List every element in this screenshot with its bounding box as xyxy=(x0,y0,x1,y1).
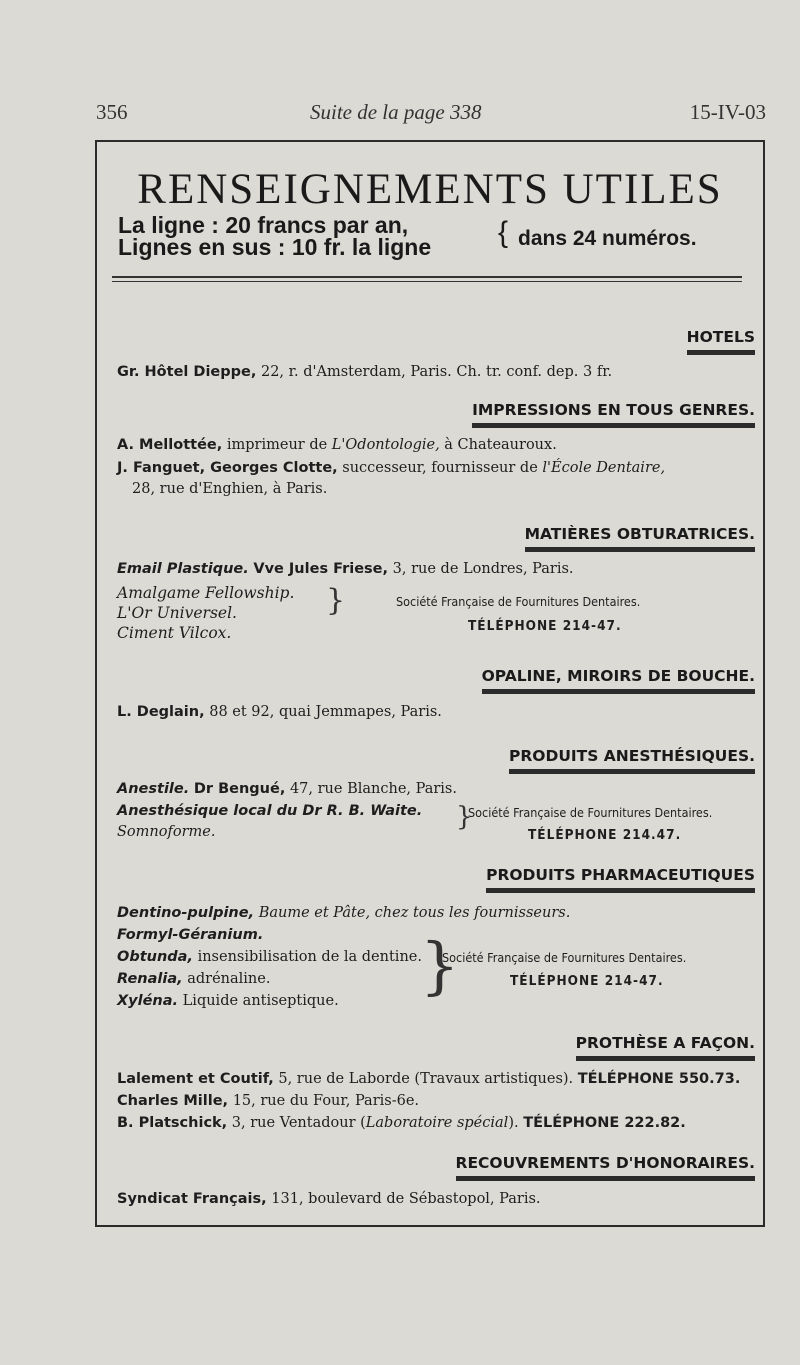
recouvrement-text: 131, boulevard de Sébastopol, Paris. xyxy=(271,1191,541,1207)
page-number: 356 xyxy=(96,100,128,124)
hotel-entry xyxy=(117,364,612,380)
page-header xyxy=(96,100,766,130)
rate-line-1: La ligne : 20 francs par an, xyxy=(118,212,409,238)
matiere-entry-1 xyxy=(117,561,574,577)
matiere-1-supplier: Vve Jules Friese, xyxy=(253,561,389,577)
pharma-3-name: Obtunda, xyxy=(117,949,193,965)
title-double-rule xyxy=(112,276,742,282)
pharma-1-name: Dentino-pulpine, xyxy=(117,905,255,921)
anesthesique-entry-2: Anesthésique local du Dr R. B. Waite. xyxy=(117,803,423,819)
matiere-item-1: Amalgame Fellowship. xyxy=(117,584,295,602)
impression-1-text-a: imprimeur de xyxy=(226,437,328,453)
section-heading-hotels: HOTELS xyxy=(687,328,755,355)
section-heading-opaline: OPALINE, MIROIRS DE BOUCHE. xyxy=(482,667,755,694)
anesthesique-entry-3: Somnoforme. xyxy=(117,824,216,840)
recouvrement-name: Syndicat Français, xyxy=(117,1191,267,1207)
pharma-entry-1 xyxy=(117,905,570,921)
impression-1-italic: L'Odontologie, xyxy=(331,437,440,453)
rate-brace: { xyxy=(498,216,509,249)
pharma-5-text: Liquide antiseptique. xyxy=(182,993,339,1009)
section-heading-prothese: PROTHÈSE A FAÇON. xyxy=(576,1034,755,1061)
prothese-2-text: 15, rue du Four, Paris-6e. xyxy=(232,1093,420,1109)
anesthesique-entry-1 xyxy=(117,781,457,797)
prothese-1-name: Lalement et Coutif, xyxy=(117,1071,274,1087)
section-heading-impressions: IMPRESSIONS EN TOUS GENRES. xyxy=(472,401,755,428)
prothese-1-text: 5, rue de Laborde (Travaux artistiques). xyxy=(278,1071,574,1087)
prothese-1-telephone: TÉLÉPHONE 550.73. xyxy=(577,1071,741,1087)
section-heading-pharmaceutiques: PRODUITS PHARMACEUTIQUES xyxy=(486,866,755,893)
prothese-3-italic: Laboratoire spécial xyxy=(365,1115,509,1131)
pharma-4-name: Renalia, xyxy=(117,971,183,987)
pharma-4-text: adrénaline. xyxy=(187,971,271,987)
impression-2-name: J. Fanguet, Georges Clotte, xyxy=(117,460,338,476)
continuation-note: Suite de la page 338 xyxy=(310,100,482,124)
anesthesique-side-company: Société Française de Fournitures Dentaires. xyxy=(468,805,713,820)
impression-entry-2-address: 28, rue d'Enghien, à Paris. xyxy=(132,481,328,497)
hotel-details: 22, r. d'Amsterdam, Paris. Ch. tr. conf. dep. 3 fr. xyxy=(260,364,613,380)
opaline-entry xyxy=(117,704,442,720)
prothese-3-text-a: 3, rue Ventadour ( xyxy=(231,1115,366,1131)
pharma-entry-5 xyxy=(117,993,339,1009)
rate-frequency: dans 24 numéros. xyxy=(518,227,697,250)
matiere-side-company: Société Française de Fournitures Dentaires. xyxy=(396,594,641,609)
impression-1-text-b: à Chateauroux. xyxy=(444,437,557,453)
pharma-side-telephone: TÉLÉPHONE 214-47. xyxy=(510,973,664,989)
impression-entry-1 xyxy=(117,437,557,453)
pharma-side-company: Société Française de Fournitures Dentaires. xyxy=(442,950,687,965)
opaline-name: L. Deglain, xyxy=(117,704,205,720)
pharma-3-text: insensibilisation de la dentine. xyxy=(197,949,422,965)
pharma-entry-4 xyxy=(117,971,270,987)
matiere-brace-icon: } xyxy=(326,583,346,618)
impression-1-name: A. Mellottée, xyxy=(117,437,223,453)
issue-date: 15-IV-03 xyxy=(689,100,766,124)
section-heading-anesthesiques: PRODUITS ANESTHÉSIQUES. xyxy=(509,747,755,774)
matiere-side-telephone: TÉLÉPHONE 214-47. xyxy=(468,618,622,634)
anesthesique-brace-icon: } xyxy=(456,802,473,832)
rate-line-2: Lignes en sus : 10 fr. la ligne xyxy=(118,234,432,260)
pharma-entry-3 xyxy=(117,949,422,965)
pharma-entry-2: Formyl-Géranium. xyxy=(117,927,264,943)
prothese-2-name: Charles Mille, xyxy=(117,1093,229,1109)
prothese-entry-1 xyxy=(117,1071,740,1087)
recouvrement-entry xyxy=(117,1191,541,1207)
matiere-item-2: L'Or Universel. xyxy=(117,604,237,622)
impression-2-italic: l'École Dentaire, xyxy=(542,460,666,476)
prothese-3-name: B. Platschick, xyxy=(117,1115,228,1131)
rate-block xyxy=(118,212,758,272)
hotel-name: Gr. Hôtel Dieppe, xyxy=(117,364,257,380)
matiere-1-text: 3, rue de Londres, Paris. xyxy=(392,561,574,577)
matiere-item-3: Ciment Vilcox. xyxy=(117,624,232,642)
pharma-brace-icon: } xyxy=(420,929,460,1002)
impression-entry-2 xyxy=(117,460,665,476)
prothese-3-telephone: TÉLÉPHONE 222.82. xyxy=(523,1115,686,1131)
anesthesique-1-name: Anestile. xyxy=(117,781,190,797)
anesthesique-side-telephone: TÉLÉPHONE 214.47. xyxy=(528,827,682,843)
opaline-text: 88 et 92, quai Jemmapes, Paris. xyxy=(209,704,442,720)
section-heading-matieres: MATIÈRES OBTURATRICES. xyxy=(525,525,755,552)
pharma-1-text: Baume et Pâte, chez tous les fournisseurs. xyxy=(258,905,571,921)
frame-bottom-rule xyxy=(95,1225,765,1227)
anesthesique-1-doctor: Dr Bengué, xyxy=(193,781,286,797)
impression-2-text: successeur, fournisseur de xyxy=(342,460,538,476)
prothese-3-text-b: ). xyxy=(508,1115,519,1131)
matiere-1-name: Email Plastique. xyxy=(117,561,249,577)
prothese-entry-3 xyxy=(117,1115,686,1131)
pharma-5-name: Xyléna. xyxy=(117,993,179,1009)
page-title: RENSEIGNEMENTS UTILES xyxy=(137,166,723,213)
section-heading-recouvrements: RECOUVREMENTS D'HONORAIRES. xyxy=(456,1154,755,1181)
prothese-entry-2 xyxy=(117,1093,419,1109)
anesthesique-1-text: 47, rue Blanche, Paris. xyxy=(289,781,457,797)
